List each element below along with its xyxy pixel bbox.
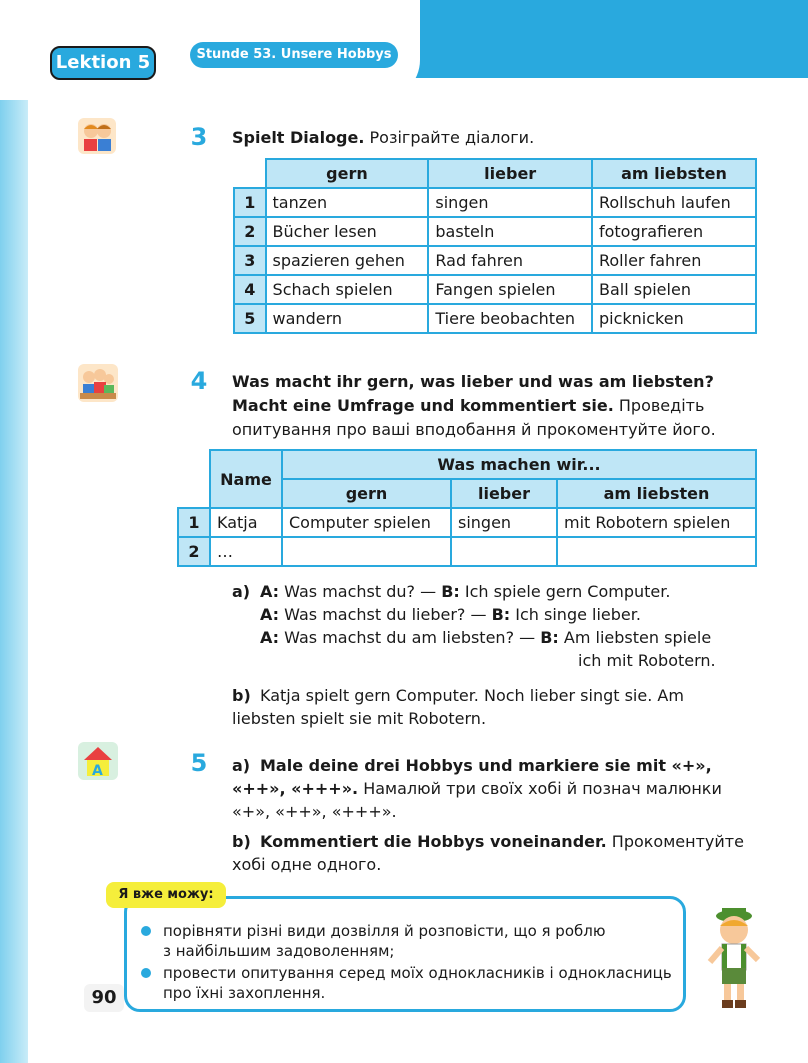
instruction-uk-line: «+», «++», «+++». <box>232 802 397 821</box>
exercise-3-instruction <box>232 126 772 150</box>
instruction-uk-line: хобі одне одного. <box>232 855 382 874</box>
row-number: 1 <box>234 188 266 217</box>
table-row <box>234 275 756 304</box>
instruction-de: Kommentiert die Hobbys voneinander. <box>260 832 607 851</box>
list-item <box>141 963 683 1003</box>
table-cell: … <box>210 537 282 566</box>
exercise-4-number: 4 <box>190 367 208 395</box>
row-number: 3 <box>234 246 266 275</box>
children-group-icon <box>78 364 118 402</box>
header-gern: gern <box>266 159 429 188</box>
table-cell <box>557 537 756 566</box>
dialog-text: Was machst du am liebsten? — <box>284 628 536 647</box>
table-cell: spazieren gehen <box>266 246 429 275</box>
exercise-3-number: 3 <box>190 123 208 151</box>
dialog-continuation: ich mit Robotern. <box>578 651 716 670</box>
bullet-icon <box>141 926 151 936</box>
table-cell: basteln <box>428 217 592 246</box>
list-item-text: провести опитування серед моїх однокласників і однокласниць <box>163 964 672 982</box>
table-cell <box>282 537 451 566</box>
table-cell: Tiere beobachten <box>428 304 592 333</box>
dialog-line <box>260 603 760 627</box>
table-cell: singen <box>451 508 557 537</box>
table-cell: Schach spielen <box>266 275 429 304</box>
instruction-uk: Прокоментуйте <box>611 832 744 851</box>
row-number: 1 <box>178 508 210 537</box>
instruction-uk-line: опитування про ваші вподобання й прокоментуйте його. <box>232 420 716 439</box>
part-a-label: a) <box>232 582 251 601</box>
row-number: 2 <box>178 537 210 566</box>
dialog-text: Was machst du? — <box>284 582 437 601</box>
row-number: 5 <box>234 304 266 333</box>
speaker-b: B: <box>441 582 460 601</box>
lesson-badge: Lektion 5 <box>50 46 156 80</box>
list-item <box>141 921 683 961</box>
table-row <box>234 217 756 246</box>
table-cell: Rad fahren <box>428 246 592 275</box>
instruction-uk: Розіграйте діалоги. <box>369 128 535 147</box>
speaker-b: B: <box>491 605 511 624</box>
lesson-title: Stunde 53. Unsere Hobbys <box>190 42 398 68</box>
exercise-4-question: Was macht ihr gern, was lieber und was am liebsten? <box>232 372 714 391</box>
speaker-a: A: <box>260 628 280 647</box>
speaker-a: A: <box>260 582 280 601</box>
hobbies-table <box>233 158 757 334</box>
speaker-b: B: <box>540 628 559 647</box>
table-cell: fotografieren <box>592 217 756 246</box>
table-cell: Katja <box>210 508 282 537</box>
instruction-de: Macht eine Umfrage und kommentiert sie. <box>232 396 614 415</box>
table-cell: mit Robotern spielen <box>557 508 756 537</box>
exercise-4-instruction <box>232 394 772 418</box>
instruction-de: «++», «+++». <box>232 779 359 798</box>
part-b-text: liebsten spielt sie mit Robotern. <box>232 709 487 728</box>
table-row <box>178 537 756 566</box>
table-row <box>234 188 756 217</box>
list-item-text: з найбільшим задоволенням; <box>163 942 395 960</box>
exercise-5-task: Male deine drei Hobbys und markiere sie mit «+», <box>260 756 712 775</box>
svg-text:A: A <box>92 763 103 778</box>
instruction-de: Spielt Dialoge. <box>232 128 365 147</box>
dialog-line <box>260 626 760 650</box>
dialog-text: Ich singe lieber. <box>515 605 641 624</box>
table-cell: Rollschuh laufen <box>592 188 756 217</box>
table-cell: Bücher lesen <box>266 217 429 246</box>
house-letter-a-icon <box>78 742 118 780</box>
header-am-liebsten: am liebsten <box>592 159 756 188</box>
children-pair-icon <box>78 118 116 154</box>
table-row <box>178 508 756 537</box>
instruction-uk: Проведіть <box>618 396 705 415</box>
instruction-uk: Намалюй три своїх хобі й познач малюнки <box>363 779 722 798</box>
dialog-text: Am liebsten spiele <box>563 628 712 647</box>
dialog-text: Was machst du lieber? — <box>284 605 487 624</box>
table-row <box>234 304 756 333</box>
header-name: Name <box>210 450 282 508</box>
dialog-line <box>260 580 760 604</box>
header-was-machen-wir: Was machen wir... <box>282 450 756 479</box>
boy-character-icon <box>702 906 766 1010</box>
header-band <box>400 0 808 78</box>
left-decoration-strip <box>0 0 28 1063</box>
part-b-label: b) <box>232 832 251 851</box>
part-a-label: a) <box>232 756 251 775</box>
dialog-text: Ich spiele gern Computer. <box>464 582 671 601</box>
can-do-box <box>124 896 686 1012</box>
exercise-5-number: 5 <box>190 749 208 777</box>
exercise-5-task <box>232 777 772 801</box>
list-item-text: порівняти різні види дозвілля й розповісти, що я роблю <box>163 922 606 940</box>
part-b-text: Katja spielt gern Computer. Noch lieber singt sie. Am <box>260 686 684 705</box>
part-b-label: b) <box>232 686 251 705</box>
can-do-label: Я вже можу: <box>106 882 226 908</box>
header-lieber: lieber <box>428 159 592 188</box>
header-gern: gern <box>282 479 451 508</box>
row-number: 4 <box>234 275 266 304</box>
table-row <box>234 246 756 275</box>
header-am-liebsten: am liebsten <box>557 479 756 508</box>
table-cell: picknicken <box>592 304 756 333</box>
survey-table <box>177 449 757 567</box>
table-cell: Roller fahren <box>592 246 756 275</box>
table-cell: singen <box>428 188 592 217</box>
table-cell: Fangen spielen <box>428 275 592 304</box>
bullet-icon <box>141 968 151 978</box>
table-cell: Ball spielen <box>592 275 756 304</box>
row-number: 2 <box>234 217 266 246</box>
table-cell: tanzen <box>266 188 429 217</box>
page-number: 90 <box>84 984 124 1012</box>
list-item-text: про їхні захоплення. <box>163 984 326 1002</box>
table-cell: Computer spielen <box>282 508 451 537</box>
table-cell <box>451 537 557 566</box>
exercise-5-task-b <box>260 830 780 854</box>
header-lieber: lieber <box>451 479 557 508</box>
speaker-a: A: <box>260 605 280 624</box>
table-cell: wandern <box>266 304 429 333</box>
